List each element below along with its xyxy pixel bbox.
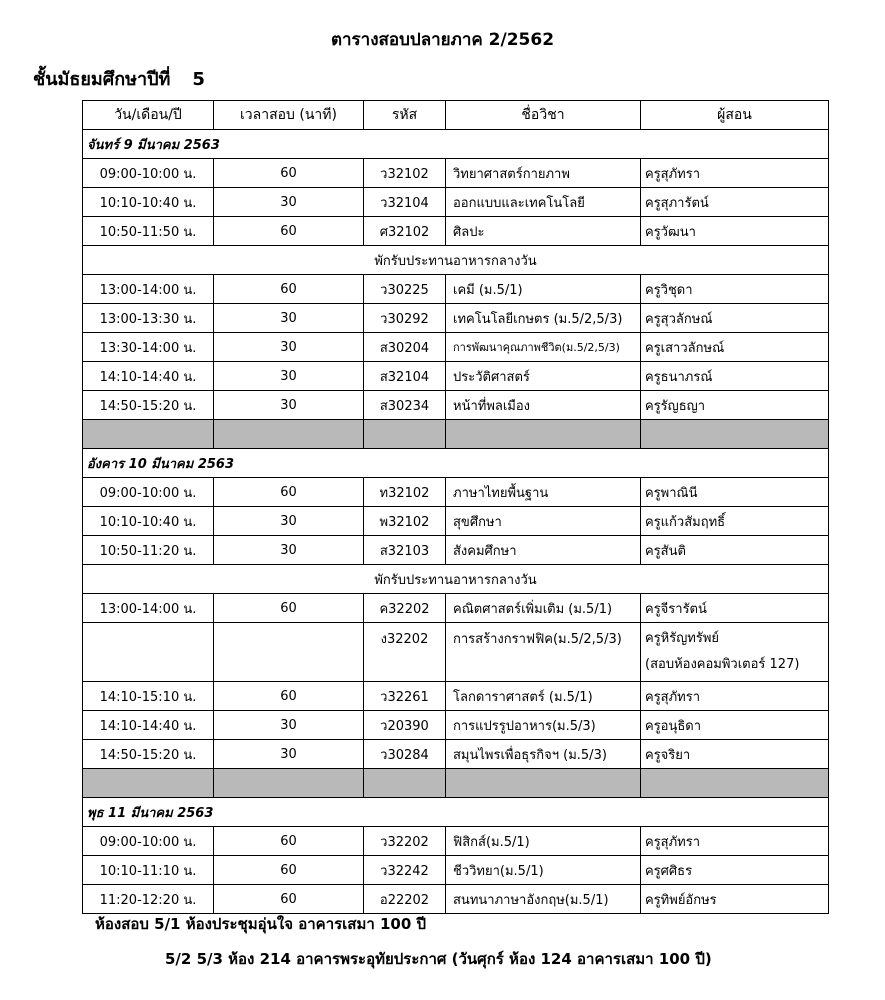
exam-room-note-2: 5/2 5/3 ห้อง 214 อาคารพระอุทัยประกาศ (วันศุกร์ ห้อง 124 อาคารเสมา 100 ปี): [165, 950, 712, 968]
cell-time: 14:10-14:40 น.: [83, 362, 214, 391]
header-teacher: ผู้สอน: [641, 101, 829, 130]
cell-time: 10:10-10:40 น.: [83, 188, 214, 217]
header-subject: ชื่อวิชา: [446, 101, 641, 130]
table-row: [83, 217, 829, 246]
cell-subject: ชีววิทยา(ม.5/1): [446, 856, 641, 885]
cell-time: 09:00-10:00 น.: [83, 827, 214, 856]
cell-subject: ประวัติศาสตร์: [446, 362, 641, 391]
grade-heading: [33, 64, 205, 93]
cell-subject: สนทนาภาษาอังกฤษ(ม.5/1): [446, 885, 641, 914]
day-separator: [83, 769, 829, 798]
cell-time: 14:10-15:10 น.: [83, 682, 214, 711]
cell-code: ว32261: [364, 682, 446, 711]
cell-code: ค32202: [364, 594, 446, 623]
cell-duration: 60: [214, 827, 364, 856]
cell-subject: เคมี (ม.5/1): [446, 275, 641, 304]
cell-teacher: ครูสุภารัตน์: [641, 188, 829, 217]
cell-time: 13:00-14:00 น.: [83, 275, 214, 304]
day-label: พุธ 11 มีนาคม 2563: [83, 798, 829, 827]
lunch-row: [83, 246, 829, 275]
table-row: [83, 362, 829, 391]
table-row: [83, 304, 829, 333]
table-row: [83, 478, 829, 507]
header-date: วัน/เดือน/ปี: [83, 101, 214, 130]
cell-duration: 60: [214, 217, 364, 246]
cell-teacher: [641, 623, 829, 682]
cell-time: 14:10-14:40 น.: [83, 711, 214, 740]
header-row: [83, 101, 829, 130]
cell-teacher: ครูเสาวลักษณ์: [641, 333, 829, 362]
cell-time: [83, 623, 214, 682]
cell-subject: เทคโนโลยีเกษตร (ม.5/2,5/3): [446, 304, 641, 333]
cell-teacher: ครูจีรารัตน์: [641, 594, 829, 623]
cell-subject: การแปรรูปอาหาร(ม.5/3): [446, 711, 641, 740]
cell-teacher: ครูสุวลักษณ์: [641, 304, 829, 333]
cell-teacher: ครูวิชุดา: [641, 275, 829, 304]
day-separator: [83, 420, 829, 449]
cell-duration: 60: [214, 885, 364, 914]
cell-duration: 60: [214, 159, 364, 188]
cell-duration: 30: [214, 711, 364, 740]
cell-duration: 60: [214, 682, 364, 711]
cell-duration: 30: [214, 188, 364, 217]
cell-duration: 30: [214, 333, 364, 362]
cell-teacher: ครูสุภัทรา: [641, 682, 829, 711]
day-label: อังคาร 10 มีนาคม 2563: [83, 449, 829, 478]
teacher-room-note: (สอบห้องคอมพิวเตอร์ 127): [645, 657, 800, 672]
cell-duration: 30: [214, 362, 364, 391]
cell-time: 13:30-14:00 น.: [83, 333, 214, 362]
table-row: [83, 333, 829, 362]
cell-subject: คณิตศาสตร์เพิ่มเติม (ม.5/1): [446, 594, 641, 623]
lunch-row: [83, 565, 829, 594]
cell-duration: 60: [214, 478, 364, 507]
cell-subject: ฟิสิกส์(ม.5/1): [446, 827, 641, 856]
cell-teacher: ครูพาณินี: [641, 478, 829, 507]
table-row: [83, 827, 829, 856]
cell-code: ศ32102: [364, 217, 446, 246]
cell-code: ว30292: [364, 304, 446, 333]
cell-time: 10:10-10:40 น.: [83, 507, 214, 536]
cell-time: 13:00-13:30 น.: [83, 304, 214, 333]
cell-duration: 30: [214, 536, 364, 565]
cell-teacher: ครูอนุธิดา: [641, 711, 829, 740]
cell-subject: ออกแบบและเทคโนโลยี: [446, 188, 641, 217]
cell-time: 09:00-10:00 น.: [83, 159, 214, 188]
table-row: [83, 594, 829, 623]
table-row: [83, 623, 829, 682]
day-row-tuesday: [83, 449, 829, 478]
cell-code: ว32104: [364, 188, 446, 217]
cell-code: ว32202: [364, 827, 446, 856]
cell-teacher: ครูสุภัทรา: [641, 159, 829, 188]
cell-teacher: ครูทิพย์อักษร: [641, 885, 829, 914]
cell-code: ว32242: [364, 856, 446, 885]
cell-code: พ32102: [364, 507, 446, 536]
cell-code: ว30284: [364, 740, 446, 769]
grade-label: ชั้นมัธยมศึกษาปีที่: [33, 69, 171, 90]
cell-duration: 30: [214, 304, 364, 333]
cell-duration: [214, 623, 364, 682]
cell-subject: โลกดาราศาสตร์ (ม.5/1): [446, 682, 641, 711]
table-row: [83, 391, 829, 420]
header-code: รหัส: [364, 101, 446, 130]
lunch-label: พักรับประทานอาหารกลางวัน: [83, 565, 829, 594]
cell-duration: 60: [214, 594, 364, 623]
cell-duration: 30: [214, 507, 364, 536]
cell-time: 10:50-11:50 น.: [83, 217, 214, 246]
cell-teacher: ครูสุภัทรา: [641, 827, 829, 856]
day-row-wednesday: [83, 798, 829, 827]
table-row: [83, 275, 829, 304]
cell-teacher: ครูธนาภรณ์: [641, 362, 829, 391]
table-row: [83, 507, 829, 536]
cell-teacher: ครูรัญธญา: [641, 391, 829, 420]
cell-code: ง32202: [364, 623, 446, 682]
cell-code: ท32102: [364, 478, 446, 507]
table-row: [83, 682, 829, 711]
cell-teacher: ครูแก้วสัมฤทธิ์: [641, 507, 829, 536]
cell-code: ว32102: [364, 159, 446, 188]
cell-time: 11:20-12:20 น.: [83, 885, 214, 914]
cell-code: ส32104: [364, 362, 446, 391]
cell-subject: การสร้างกราฟฟิค(ม.5/2,5/3): [446, 623, 641, 682]
table-row: [83, 856, 829, 885]
table-row: [83, 536, 829, 565]
cell-teacher: ครูวัฒนา: [641, 217, 829, 246]
cell-teacher: ครูสันติ: [641, 536, 829, 565]
exam-schedule-table: [82, 100, 829, 914]
cell-code: ส30204: [364, 333, 446, 362]
cell-code: ส30234: [364, 391, 446, 420]
cell-time: 13:00-14:00 น.: [83, 594, 214, 623]
cell-duration: 30: [214, 740, 364, 769]
teacher-name: ครูหิรัญทรัพย์: [645, 631, 720, 646]
table-row: [83, 188, 829, 217]
cell-subject: สังคมศึกษา: [446, 536, 641, 565]
cell-duration: 30: [214, 391, 364, 420]
lunch-label: พักรับประทานอาหารกลางวัน: [83, 246, 829, 275]
cell-subject: การพัฒนาคุณภาพชีวิต(ม.5/2,5/3): [446, 333, 641, 362]
exam-room-note-1: ห้องสอบ 5/1 ห้องประชุมอุ่นใจ อาคารเสมา 100 ปี: [95, 915, 427, 933]
cell-code: ว20390: [364, 711, 446, 740]
cell-subject: หน้าที่พลเมือง: [446, 391, 641, 420]
cell-time: 14:50-15:20 น.: [83, 391, 214, 420]
header-duration: เวลาสอบ (นาที): [214, 101, 364, 130]
day-row-monday: [83, 130, 829, 159]
day-label: จันทร์ 9 มีนาคม 2563: [83, 130, 829, 159]
cell-time: 10:50-11:20 น.: [83, 536, 214, 565]
page-title: ตารางสอบปลายภาค 2/2562: [330, 30, 555, 50]
grade-number: 5: [192, 69, 205, 90]
cell-teacher: ครูจริยา: [641, 740, 829, 769]
table-row: [83, 885, 829, 914]
table-row: [83, 159, 829, 188]
cell-subject: สมุนไพรเพื่อธุรกิจฯ (ม.5/3): [446, 740, 641, 769]
table-row: [83, 740, 829, 769]
cell-teacher: ครูศศิธร: [641, 856, 829, 885]
cell-duration: 60: [214, 275, 364, 304]
cell-subject: ศิลปะ: [446, 217, 641, 246]
cell-code: ส32103: [364, 536, 446, 565]
cell-time: 09:00-10:00 น.: [83, 478, 214, 507]
cell-time: 10:10-11:10 น.: [83, 856, 214, 885]
cell-duration: 60: [214, 856, 364, 885]
cell-subject: สุขศึกษา: [446, 507, 641, 536]
cell-subject: ภาษาไทยพื้นฐาน: [446, 478, 641, 507]
cell-subject: วิทยาศาสตร์กายภาพ: [446, 159, 641, 188]
cell-code: อ22202: [364, 885, 446, 914]
cell-code: ว30225: [364, 275, 446, 304]
cell-time: 14:50-15:20 น.: [83, 740, 214, 769]
table-row: [83, 711, 829, 740]
